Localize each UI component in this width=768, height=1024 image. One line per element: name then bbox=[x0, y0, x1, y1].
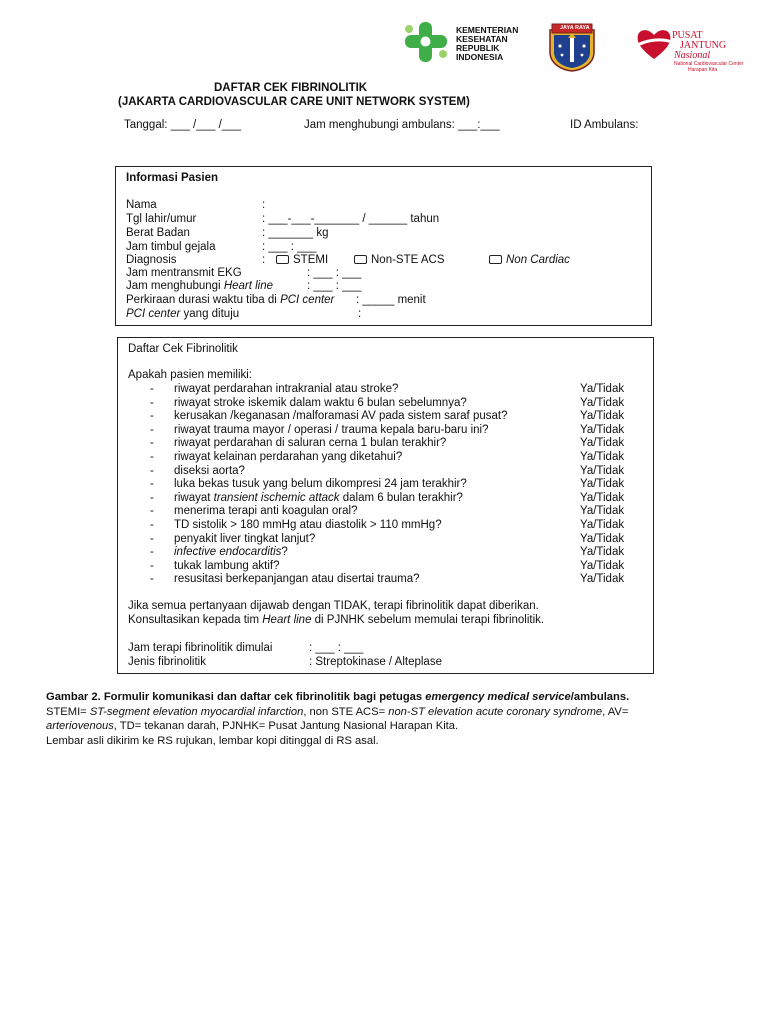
checklist-note-1: Jika semua pertanyaan dijawab dengan TIDAK, terapi fibrinolitik dapat diberikan. bbox=[128, 600, 539, 612]
checklist-box bbox=[117, 337, 654, 674]
kemenkes-emblem-icon bbox=[402, 20, 452, 64]
bullet-dash: - bbox=[150, 410, 154, 423]
id-ambulans-field[interactable]: ID Ambulans: bbox=[570, 119, 639, 131]
checklist-question: riwayat perdarahan di saluran cerna 1 bulan terakhir? bbox=[174, 437, 447, 450]
bullet-dash: - bbox=[150, 478, 154, 491]
checklist-question: diseksi aorta? bbox=[174, 464, 245, 477]
bullet-dash: - bbox=[150, 519, 154, 531]
caption bbox=[46, 690, 629, 748]
checklist-question: luka bekas tusuk yang belum dikompresi 24 jam terakhir? bbox=[174, 478, 467, 491]
ya-tidak-answer[interactable]: Ya/Tidak bbox=[580, 423, 625, 436]
jenis-field[interactable]: : Streptokinase / Alteplase bbox=[309, 656, 442, 668]
checklist-question: riwayat kelainan perdarahan yang diketahui? bbox=[174, 451, 403, 463]
ya-tidak-answer[interactable]: Ya/Tidak bbox=[580, 559, 625, 572]
checklist-row bbox=[128, 519, 648, 533]
ya-tidak-answer[interactable]: Ya/Tidak bbox=[580, 464, 625, 477]
form-subtitle: (JAKARTA CARDIOVASCULAR CARE UNIT NETWORK SYSTEM) bbox=[118, 96, 470, 108]
diagnosis-option-stemi[interactable]: STEMI bbox=[276, 254, 328, 266]
pci-label: PCI center yang dituju bbox=[126, 308, 240, 320]
caption-line-4: Lembar asli dikirim ke RS rujukan, lembar kopi ditinggal di RS asal. bbox=[46, 734, 379, 747]
checklist-heading: Daftar Cek Fibrinolitik bbox=[128, 343, 238, 355]
patient-info-box bbox=[115, 166, 652, 326]
checklist-items bbox=[128, 383, 648, 598]
checklist-row bbox=[128, 478, 648, 492]
checklist-question: riwayat trauma mayor / operasi / trauma kepala baru-baru ini? bbox=[174, 423, 489, 436]
pci-field[interactable]: : bbox=[358, 308, 362, 320]
diagnosis-option-non-ste-acs[interactable]: Non-STE ACS bbox=[354, 254, 445, 266]
pjnhk-line-1: PUSAT bbox=[672, 30, 703, 41]
diagnosis-label: Diagnosis bbox=[126, 254, 177, 266]
jakarta-crest-logo bbox=[546, 22, 598, 72]
checklist-row bbox=[128, 533, 648, 547]
checklist-row bbox=[128, 560, 648, 574]
ya-tidak-answer[interactable]: Ya/Tidak bbox=[580, 519, 625, 531]
checklist-intro: Apakah pasien memiliki: bbox=[128, 369, 253, 381]
ya-tidak-answer[interactable]: Ya/Tidak bbox=[580, 505, 625, 518]
checklist-row bbox=[128, 546, 648, 560]
ya-tidak-answer[interactable]: Ya/Tidak bbox=[580, 396, 625, 409]
patient-info-heading: Informasi Pasien bbox=[126, 172, 219, 184]
pjnhk-line-4: National Cardiovascular Center bbox=[674, 61, 744, 67]
ya-tidak-answer[interactable]: Ya/Tidak bbox=[580, 532, 625, 545]
checkbox-icon[interactable] bbox=[276, 255, 289, 264]
bullet-dash: - bbox=[150, 532, 154, 545]
caption-line-2: STEMI= ST-segment elevation myocardial infarction, non STE ACS= non-ST elevation acute coronary syndrome, AV= bbox=[46, 705, 629, 718]
pjnhk-line-3: Nasional bbox=[674, 50, 711, 61]
checklist-row bbox=[128, 573, 648, 587]
checklist-question: penyakit liver tingkat lanjut? bbox=[174, 532, 316, 545]
bullet-dash: - bbox=[150, 396, 154, 409]
jam-gejala-label: Jam timbul gejala bbox=[126, 241, 216, 253]
kemenkes-wordmark: KEMENTERIAN KESEHATAN REPUBLIK INDONESIA bbox=[456, 25, 519, 62]
bullet-dash: - bbox=[150, 464, 154, 477]
checklist-question: riwayat stroke iskemik dalam waktu 6 bulan sebelumnya? bbox=[174, 396, 467, 409]
caption-line-3: arteriovenous, TD= tekanan darah, PJNHK= Pusat Jantung Nasional Harapan Kita. bbox=[46, 720, 459, 732]
jam-ambulans-field[interactable]: Jam menghubungi ambulans: ___:___ bbox=[304, 119, 500, 131]
tgl-lahir-label: Tgl lahir/umur bbox=[126, 213, 197, 225]
bullet-dash: - bbox=[150, 451, 154, 463]
caption-line-1: Gambar 2. Formulir komunikasi dan daftar cek fibrinolitik bagi petugas emergency medical service/ambulans. bbox=[46, 691, 630, 703]
bullet-dash: - bbox=[150, 491, 154, 504]
bullet-dash: - bbox=[150, 546, 154, 559]
jenis-label: Jenis fibrinolitik bbox=[128, 656, 206, 668]
checklist-question: menerima terapi anti koagulan oral? bbox=[174, 505, 358, 518]
jaya-raya-text: JAYA RAYA bbox=[560, 25, 590, 31]
checklist-row bbox=[128, 410, 648, 424]
ekg-field[interactable]: : ___ : ___ bbox=[307, 267, 362, 279]
checklist-question: riwayat perdarahan intrakranial atau stroke? bbox=[174, 383, 399, 395]
checkbox-icon[interactable] bbox=[354, 255, 367, 264]
diagnosis-option-non-cardiac[interactable]: Non Cardiac bbox=[489, 254, 570, 266]
nama-field[interactable]: : bbox=[262, 199, 266, 211]
durasi-label: Perkiraan durasi waktu tiba di PCI center bbox=[126, 294, 335, 306]
ya-tidak-answer[interactable]: Ya/Tidak bbox=[580, 383, 625, 395]
diagnosis-colon: : bbox=[262, 254, 266, 266]
checklist-row bbox=[128, 505, 648, 519]
berat-field[interactable]: : _______ kg bbox=[262, 227, 329, 239]
ya-tidak-answer[interactable]: Ya/Tidak bbox=[580, 451, 625, 463]
ya-tidak-answer[interactable]: Ya/Tidak bbox=[580, 410, 625, 423]
checklist-question: riwayat transient ischemic attack dalam 6 bulan terakhir? bbox=[174, 491, 463, 504]
checklist-question: kerusakan /keganasan /malforamasi AV pada sistem saraf pusat? bbox=[174, 410, 508, 423]
jam-terapi-label: Jam terapi fibrinolitik dimulai bbox=[128, 642, 273, 654]
checklist-note-2: Konsultasikan kepada tim Heart line di PJNHK sebelum memulai terapi fibrinolitik. bbox=[128, 614, 545, 626]
checklist-row bbox=[128, 465, 648, 479]
checkbox-icon[interactable] bbox=[489, 255, 502, 264]
checklist-row bbox=[128, 492, 648, 506]
checklist-row bbox=[128, 451, 648, 465]
ya-tidak-answer[interactable]: Ya/Tidak bbox=[580, 491, 625, 504]
durasi-field[interactable]: : _____ menit bbox=[356, 294, 426, 306]
heartline-label: Jam menghubungi Heart line bbox=[126, 280, 274, 292]
pjnhk-logo bbox=[634, 26, 744, 74]
nama-label: Nama bbox=[126, 199, 157, 211]
ya-tidak-answer[interactable]: Ya/Tidak bbox=[580, 478, 625, 491]
bullet-dash: - bbox=[150, 573, 154, 586]
ya-tidak-answer[interactable]: Ya/Tidak bbox=[580, 573, 625, 586]
checklist-row bbox=[128, 397, 648, 411]
bullet-dash: - bbox=[150, 383, 154, 395]
checklist-row bbox=[128, 437, 648, 451]
bullet-dash: - bbox=[150, 559, 154, 572]
bullet-dash: - bbox=[150, 437, 154, 450]
checklist-question: infective endocarditis? bbox=[174, 546, 288, 559]
jam-gejala-field[interactable]: : ___ : ___ bbox=[262, 241, 317, 253]
heart-icon bbox=[634, 26, 674, 62]
tanggal-field[interactable]: Tanggal: ___ /___ /___ bbox=[124, 119, 242, 131]
ekg-label: Jam mentransmit EKG bbox=[126, 267, 242, 279]
tgl-lahir-field[interactable]: : ___-___-_______ / ______ tahun bbox=[262, 213, 440, 225]
bullet-dash: - bbox=[150, 423, 154, 436]
berat-label: Berat Badan bbox=[126, 227, 190, 239]
pjnhk-line-2: JANTUNG bbox=[680, 40, 727, 51]
heartline-field[interactable]: : ___ : ___ bbox=[307, 280, 362, 292]
checklist-question: TD sistolik > 180 mmHg atau diastolik > 110 mmHg? bbox=[174, 519, 442, 531]
checklist-row bbox=[128, 383, 648, 397]
form-title: DAFTAR CEK FIBRINOLITIK bbox=[214, 82, 368, 94]
checklist-question: tukak lambung aktif? bbox=[174, 559, 280, 572]
kemenkes-logo bbox=[402, 20, 532, 64]
ya-tidak-answer[interactable]: Ya/Tidak bbox=[580, 437, 625, 450]
checklist-question: resusitasi berkepanjangan atau disertai trauma? bbox=[174, 573, 420, 586]
ya-tidak-answer[interactable]: Ya/Tidak bbox=[580, 546, 625, 559]
checklist-row bbox=[128, 424, 648, 438]
jam-terapi-field[interactable]: : ___ : ___ bbox=[309, 642, 364, 654]
pjnhk-line-5: Harapan Kita bbox=[688, 67, 718, 73]
bullet-dash: - bbox=[150, 505, 154, 518]
